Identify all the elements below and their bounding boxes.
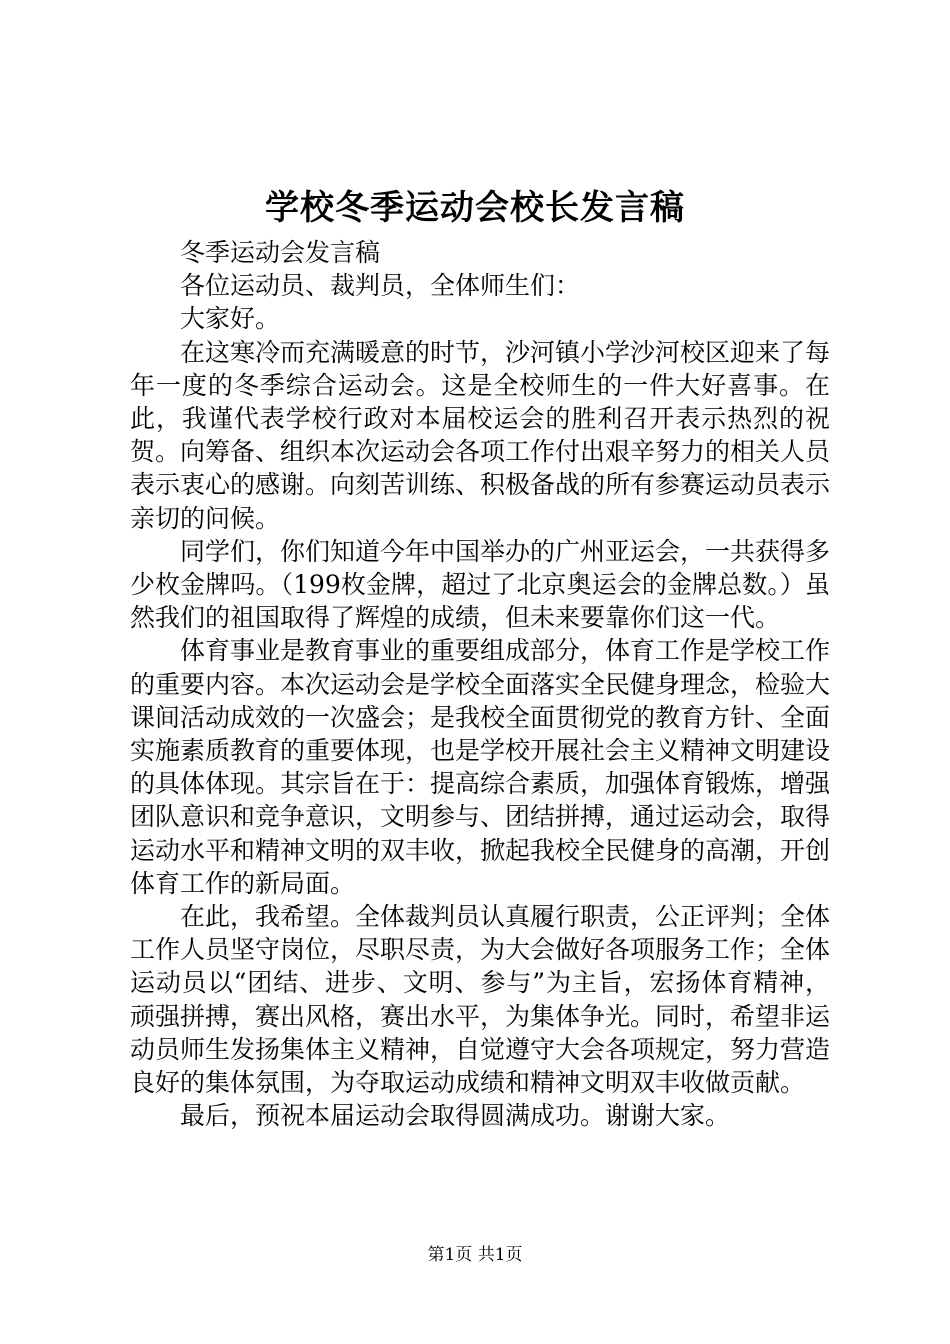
paragraph-sports-importance: 体育事业是教育事业的重要组成部分，体育工作是学校工作的重要内容。本次运动会是学校全面落实全民健身理念，检验大课间活动成效的一次盛会；是我校全面贯彻党的教育方针、全面实施素质教育的重要体现，也是学校开展社会主义精神文明建设的具体体现。其宗旨在于：提高综合素质，加强体育锻炼，增强团队意识和竞争意识，文明参与、团结拼搏，通过运动会，取得运动水平和精神文明的双丰收，掀起我校全民健身的高潮，开创体育工作的新局面。	[130, 636, 831, 898]
document-body	[130, 236, 830, 1132]
document-title: 学校冬季运动会校长发言稿	[265, 188, 685, 228]
paragraph-hopes: 在此，我希望。全体裁判员认真履行职责，公正评判；全体工作人员坚守岗位，尽职尽责，为大会做好各项服务工作；全体运动员以“团结、进步、文明、参与”为主旨，宏扬体育精神，顽强拼搏，赛出风格，赛出水平，为集体争光。同时，希望非运动员师生发扬集体主义精神，自觉遵守大会各项规定，努力营造良好的集体氛围，为夺取运动成绩和精神文明双丰收做贡献。	[130, 902, 831, 1098]
page-number-footer: 第1页 共1页	[427, 1245, 523, 1265]
paragraph-salutation: 各位运动员、裁判员，全体师生们：	[180, 271, 581, 301]
paragraph-closing: 最后，预祝本届运动会取得圆满成功。谢谢大家。	[180, 1101, 731, 1131]
paragraph-opening: 在这寒冷而充满暖意的时节，沙河镇小学沙河校区迎来了每年一度的冬季综合运动会。这是全校师生的一件大好喜事。在此，我谨代表学校行政对本届校运会的胜利召开表示热烈的祝贺。向筹备、组织本次运动会各项工作付出艰辛努力的相关人员表示衷心的感谢。向刻苦训练、积极备战的所有参赛运动员表示亲切的问候。	[130, 337, 831, 533]
paragraph-greeting: 大家好。	[180, 304, 281, 334]
paragraph-heading: 冬季运动会发言稿	[180, 238, 381, 267]
paragraph-asian-games: 同学们，你们知道今年中国举办的广州亚运会，一共获得多少枚金牌吗。（199枚金牌，超过了北京奥运会的金牌总数。）虽然我们的祖国取得了辉煌的成绩，但未来要靠你们这一代。	[130, 536, 831, 633]
